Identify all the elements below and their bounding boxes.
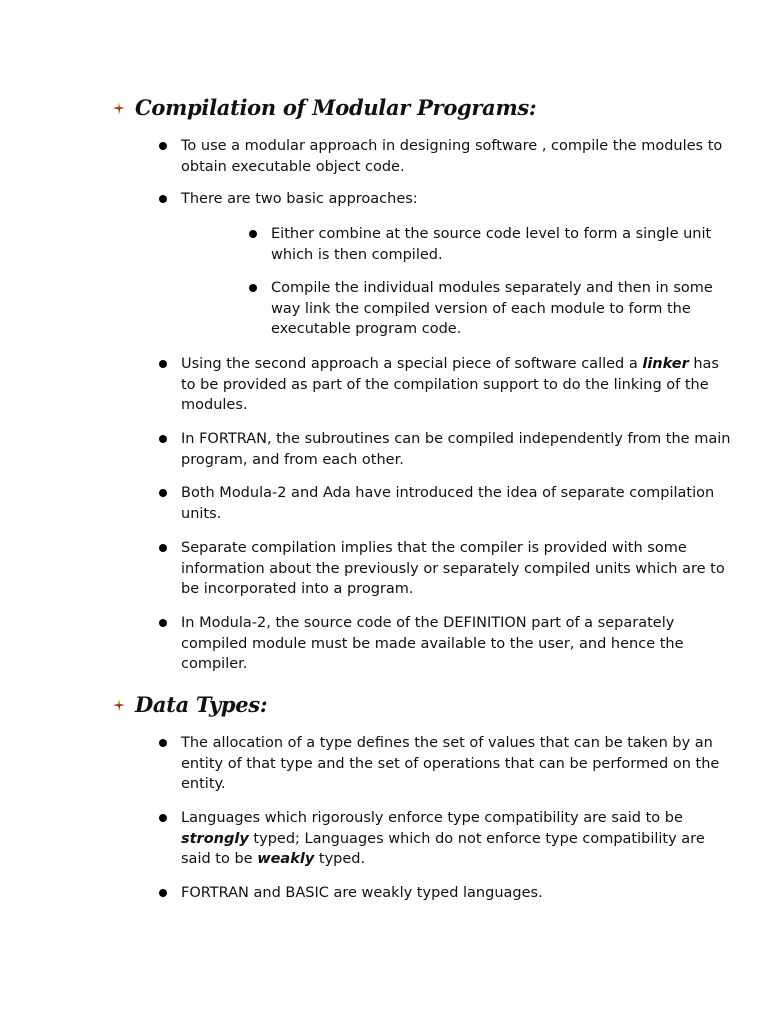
list-item-text-part: typed; Languages which do not enforce type compatibility are said to be: [181, 830, 705, 867]
emphasized-term: linker: [642, 356, 689, 372]
bullet-dot-icon: [159, 544, 167, 552]
list-item-text-part: Languages which rigorously enforce type compatibility are said to be: [181, 810, 683, 826]
bullet-dot-icon: [159, 435, 167, 443]
bullet-dot-icon: [159, 489, 167, 497]
list-item-text: In FORTRAN, the subroutines can be compiled independently from the main program, and from each other.: [181, 431, 731, 468]
list-item-text: Compile the individual modules separately and then in some way link the compiled version of each module to form the executable program code.: [271, 280, 713, 337]
emphasized-term: weakly: [257, 851, 315, 867]
list-item-text: Both Modula-2 and Ada have introduced the idea of separate compilation units.: [181, 485, 715, 522]
bullet-dot-icon: [249, 230, 257, 238]
list-item-text-part: Using the second approach a special piece of software called a: [181, 356, 643, 372]
list-item-text: There are two basic approaches:: [181, 191, 418, 207]
bullet-dot-icon: [159, 889, 167, 897]
bullet-dot-icon: [249, 284, 257, 292]
list-item-text-part: has to be provided as part of the compilation support to do the linking of the modules.: [181, 356, 719, 413]
list-item-text: [181, 354, 734, 416]
list-item-text: In Modula-2, the source code of the DEFINITION part of a separately compiled module must be made available to the user, and hence the compiler.: [181, 615, 684, 672]
bullet-dot-icon: [159, 814, 167, 822]
bullet-dot-icon: [159, 360, 167, 368]
section-title: Compilation of Modular Programs:: [135, 95, 537, 120]
list-item-text: To use a modular approach in designing software , compile the modules to obtain executable object code.: [181, 138, 723, 175]
list-item-text: The allocation of a type defines the set of values that can be taken by an entity of that type and the set of operations that can be performed on the entity.: [181, 735, 720, 792]
bullet-dot-icon: [159, 619, 167, 627]
bullet-dot-icon: [159, 739, 167, 747]
section-heading-data-types: [112, 692, 267, 717]
diamond-bullet-icon: [112, 698, 126, 712]
bullet-dot-icon: [159, 195, 167, 203]
list-item-text: Separate compilation implies that the compiler is provided with some information about the previously or separately compiled units which are to be incorporated into a program.: [181, 540, 725, 597]
list-item-text-part: typed.: [314, 851, 366, 867]
list-item-text: FORTRAN and BASIC are weakly typed languages.: [181, 885, 543, 901]
diamond-bullet-icon: [112, 101, 126, 115]
list-item-text: [181, 808, 734, 870]
section-heading-compilation: [112, 95, 536, 120]
bullet-dot-icon: [159, 142, 167, 150]
emphasized-term: strongly: [181, 830, 249, 847]
list-item-text: Either combine at the source code level to form a single unit which is then compiled.: [271, 226, 712, 263]
section-title: Data Types:: [135, 692, 268, 717]
